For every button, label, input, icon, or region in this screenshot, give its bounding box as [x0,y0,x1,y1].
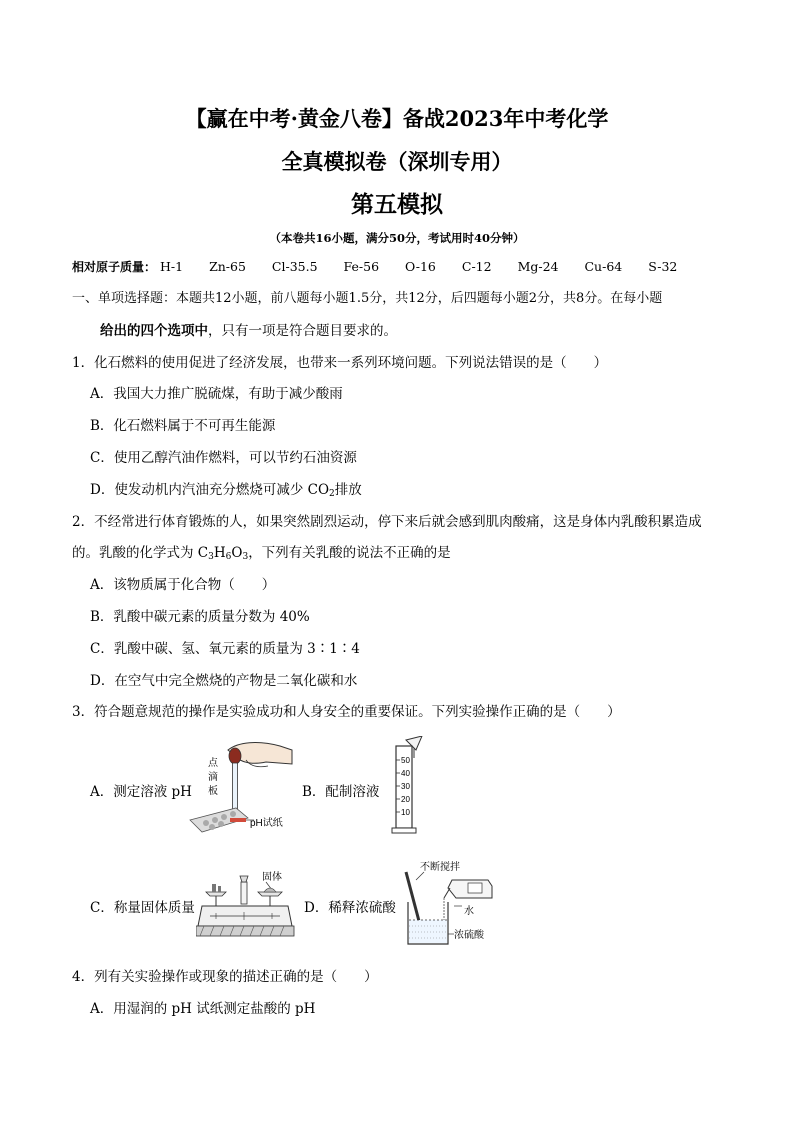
fig-a-label: 滴 [208,772,218,783]
q3-option-b: B．配制溶液 [302,784,380,800]
atomic-mass: Fe-56 [343,259,380,274]
atomic-mass: C-12 [461,259,492,274]
balance-figure [196,862,296,942]
section-bold-text: 给出的四个选项中 [100,323,208,339]
q1-option-d [90,478,362,499]
fig-c-label: 固体 [262,872,282,883]
fig-a-label: 点 [208,758,218,769]
q2-stem-pre: 的。乳酸的化学式为 C [72,545,209,561]
q2-option-c: C．乳酸中碳、氢、氧元素的质量为 3∶1∶4 [90,641,360,657]
q1-option-c: C．使用乙醇汽油作燃料，可以节约石油资源 [90,450,357,466]
q2-option-a: A．该物质属于化合物（ ） [90,577,276,593]
q2-option-d: D．在空气中完全燃烧的产物是二氧化碳和水 [90,673,358,689]
section-rest-text: ，只有一项是符合题目要求的。 [208,323,397,339]
atomic-masses [72,258,699,275]
atomic-mass: Cl-35.5 [271,259,318,274]
title-line-1: 【赢在中考·黄金八卷】备战2023年中考化学 [185,106,609,131]
q4-stem: 4．列有关实验操作或现象的描述正确的是（ ） [72,969,378,985]
exam-note: （本卷共16小题，满分50分，考试用时40分钟） [269,231,525,245]
ph-test-figure [188,738,294,834]
q1-option-b: B．化石燃料属于不可再生能源 [90,418,276,434]
q2-option-b: B．乳酸中碳元素的质量分数为 40% [90,609,310,625]
atomic-mass: S-32 [648,259,678,274]
title-line-2: 全真模拟卷（深圳专用） [281,149,513,174]
q2-sub: 3 [242,552,249,562]
q1-d-sub: 2 [329,489,335,499]
q2-stem-1: 2．不经常进行体育锻炼的人，如果突然剧烈运动，停下来后就会感到肌肉酸痛，这是身体内乳酸积累造成 [72,514,702,530]
atomic-mass: Mg-24 [517,259,559,274]
fig-a-label: 板 [208,786,218,797]
section-heading: 一、单项选择题：本题共12小题，前八题每小题1.5分，共12分，后四题每小题2分，共8分。在每小题 [72,291,663,306]
dilution-figure [400,858,500,948]
atomic-masses-label: 相对原子质量： [72,260,157,274]
graduated-cylinder-figure [388,736,428,836]
q2-h: H [213,545,226,561]
q4-option-a: A．用湿润的 pH 试纸测定盐酸的 pH [90,1001,316,1017]
q1-stem: 1．化石燃料的使用促进了经济发展，也带来一系列环境问题。下列说法错误的是（ ） [72,355,608,371]
q2-sub: 3 [208,552,214,562]
fig-d-label: 不断搅拌 [420,862,460,873]
q2-stem-2 [72,541,451,562]
q2-sub: 6 [225,552,232,562]
q3-stem: 3．符合题意规范的操作是实验成功和人身安全的重要保证。下列实验操作正确的是（ ） [72,704,621,720]
title-line-3: 第五模拟 [351,191,443,218]
atomic-mass: Zn-65 [209,259,246,274]
q1-option-a: A．我国大力推广脱硫煤，有助于减少酸雨 [90,386,343,402]
cylinder-tick: 20 [401,795,410,804]
q2-stem-post: ，下列有关乳酸的说法不正确的是 [248,545,451,561]
section-heading-cont [100,319,397,339]
fig-d-label: 水 [464,906,474,917]
q1-d-post: 排放 [334,482,362,498]
q3-option-d: D．稀释浓硫酸 [304,900,396,916]
cylinder-tick: 30 [401,782,410,791]
atomic-mass: H-1 [160,259,184,274]
q3-option-c: C．称量固体质量 [90,900,195,916]
q2-o: O [231,545,243,561]
atomic-mass: O-16 [405,259,436,274]
q3-option-a: A．测定溶液 pH [90,784,192,800]
atomic-mass: Cu-64 [584,259,623,274]
fig-a-label: pH试纸 [250,818,283,829]
cylinder-tick: 10 [401,808,410,817]
cylinder-tick: 40 [401,769,410,778]
cylinder-tick: 50 [401,756,410,765]
fig-d-label: 浓硫酸 [454,930,484,941]
q1-d-text: D．使发动机内汽油充分燃烧可减少 CO [90,482,330,498]
